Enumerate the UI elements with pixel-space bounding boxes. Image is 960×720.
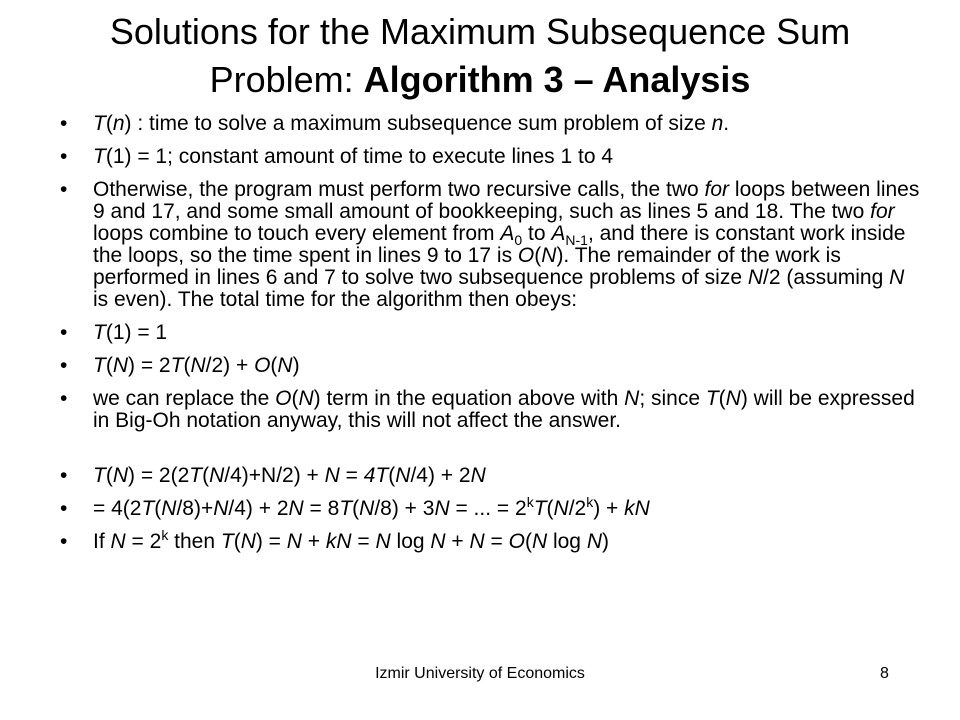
footer-text: Izmir University of Economics [375,665,585,682]
bullet-marker: • [60,387,68,410]
bullet-marker: • [60,464,68,487]
bullet-text: T(n) : time to solve a maximum subsequence sum problem of size n. [93,112,730,135]
bullet-text: T(1) = 1; constant amount of time to execute lines 1 to 4 [93,145,614,168]
bullet-item [60,322,920,344]
bullet-text: we can replace the O(N) term in the equation above with N; since T(N) will be expressed in Big-Oh notation anyway, this will not affect the answer. [93,387,915,432]
title-line-2-bold: Algorithm 3 – Analysis [363,59,751,100]
page-number: 8 [880,665,889,682]
bullet-item [60,113,920,135]
bullet-marker: • [60,145,68,168]
bullet-item [60,465,920,487]
bullet-item [60,388,920,432]
bullet-list [60,113,920,564]
bullet-item [60,355,920,377]
bullet-marker: • [60,178,68,201]
bullet-text: T(1) = 1 [93,321,168,344]
bullet-marker: • [60,112,68,135]
bullet-item [60,179,920,311]
bullet-item [60,494,920,520]
bullet-marker: • [60,497,68,520]
slide-title [40,8,920,104]
title-line-2-prefix: Problem: [209,59,364,100]
bullet-text: = 4(2T(N/8)+N/4) + 2N = 8T(N/8) + 3N = ... = $2^kT(N/2^k)$ + kN [93,494,650,520]
bullet-marker: • [60,321,68,344]
bullet-item [60,146,920,168]
bullet-marker: • [60,354,68,377]
title-line-1: Solutions for the Maximum Subsequence Sum [109,11,851,52]
bullet-text: T(N) = 2T(N/2) + O(N) [93,354,300,377]
bullet-item [60,527,920,553]
bullet-marker: • [60,530,68,553]
bullet-text: If $N = 2^k$ then T(N) = N + kN = N log N + N = O(N log N) [93,527,609,553]
bullet-text: Otherwise, the program must perform two recursive calls, the two for loops between lines 9 and 17, and some small amount of bookkeeping, such as lines 5 and 18. The two for loops combine to touch every element from $A_0$ to $A_{N-1}$, and there is constant work inside the loops, so the time spent in lines 9 to 17 is O(N). The remainder of the work is performed in lines 6 and 7 to solve two subsequence problems of size N/2 (assuming N is even). The total time for the algorithm then obeys: [93,178,920,311]
bullet-text: T(N) = 2(2T(N/4)+N/2) + N = 4T(N/4) + 2N [93,464,486,487]
